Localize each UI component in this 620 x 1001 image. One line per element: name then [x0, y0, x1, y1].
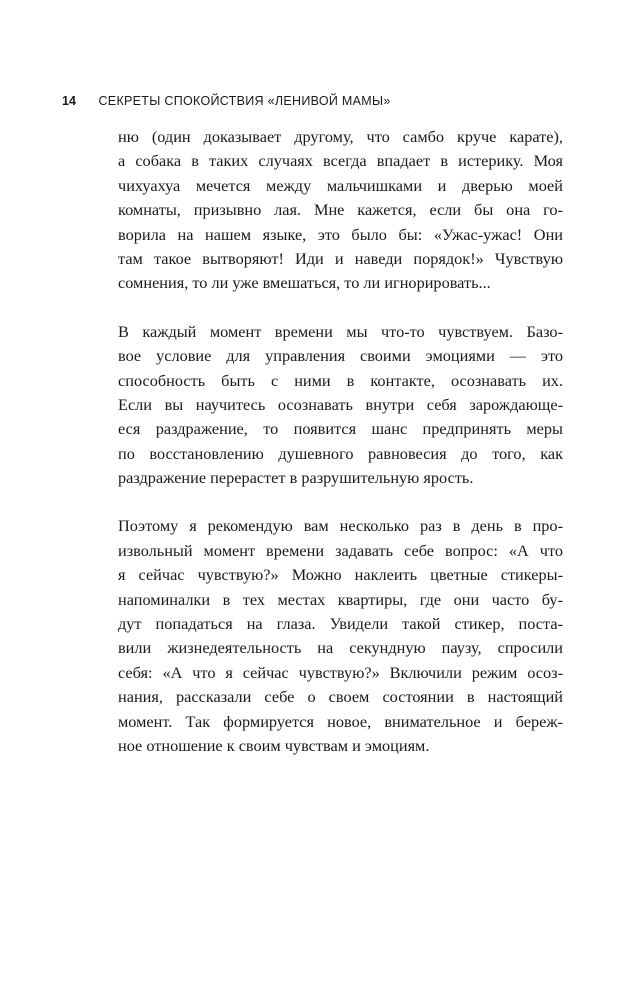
text-line: я сейчас чувствую?» Можно наклеить цветные стикеры-	[118, 565, 563, 585]
text-line: раздражение перерастет в разрушительную ярость.	[118, 468, 474, 488]
text-line: ное отношение к своим чувствам и эмоциям.	[118, 735, 430, 755]
text-line: ню (один доказывает другому, что самбо круче карате),	[118, 127, 563, 146]
paragraph-2	[118, 320, 563, 491]
page-number: 14	[62, 94, 76, 108]
text-line: по восстановлению душевного равновесия до того, как	[118, 443, 563, 463]
text-line: ворила на нашем языке, это было бы: «Ужас-ужас! Они	[118, 224, 563, 244]
body-text	[118, 125, 563, 782]
text-line: комнаты, призывно лая. Мне кажется, если бы она го-	[118, 200, 563, 220]
text-line: вое условие для управления своими эмоциями — это	[118, 346, 563, 366]
text-line: вили жизнедеятельность на секундную паузу, спросили	[118, 638, 563, 658]
text-line: чихуахуа мечется между мальчишками и дверью моей	[118, 175, 563, 195]
text-line: еся раздражение, то появится шанс предпринять меры	[118, 419, 563, 439]
text-line: себя: «А что я сейчас чувствую?» Включили режим осоз-	[118, 662, 563, 682]
text-line: там такое вытворяют! Иди и наведи порядок!» Чувствую	[118, 248, 563, 268]
text-line: нания, рассказали себе о своем состоянии в настоящий	[118, 687, 563, 707]
book-title: СЕКРЕТЫ СПОКОЙСТВИЯ «ЛЕНИВОЙ МАМЫ»	[98, 94, 391, 108]
running-head	[62, 92, 562, 110]
text-line: напоминалки в тех местах квартиры, где они часто бу-	[118, 589, 563, 609]
text-line: сомнения, то ли уже вмешаться, то ли игнорировать...	[118, 273, 491, 293]
text-line: дут попадаться на глаза. Увидели такой стикер, поста-	[118, 614, 563, 634]
paragraph-1	[118, 125, 563, 296]
text-line: извольный момент времени задавать себе вопрос: «А что	[118, 540, 563, 560]
text-line: а собака в таких случаях всегда впадает в истерику. Моя	[118, 151, 563, 171]
text-line: способность быть с ними в контакте, осознавать их.	[118, 370, 563, 390]
text-line: Поэтому я рекомендую вам несколько раз в день в про-	[118, 516, 563, 536]
text-line: момент. Так формируется новое, внимательное и береж-	[118, 711, 563, 731]
text-line: В каждый момент времени мы что-то чувствуем. Базо-	[118, 321, 563, 341]
text-line: Если вы научитесь осознавать внутри себя зарождающе-	[118, 394, 563, 414]
paragraph-3	[118, 514, 563, 758]
